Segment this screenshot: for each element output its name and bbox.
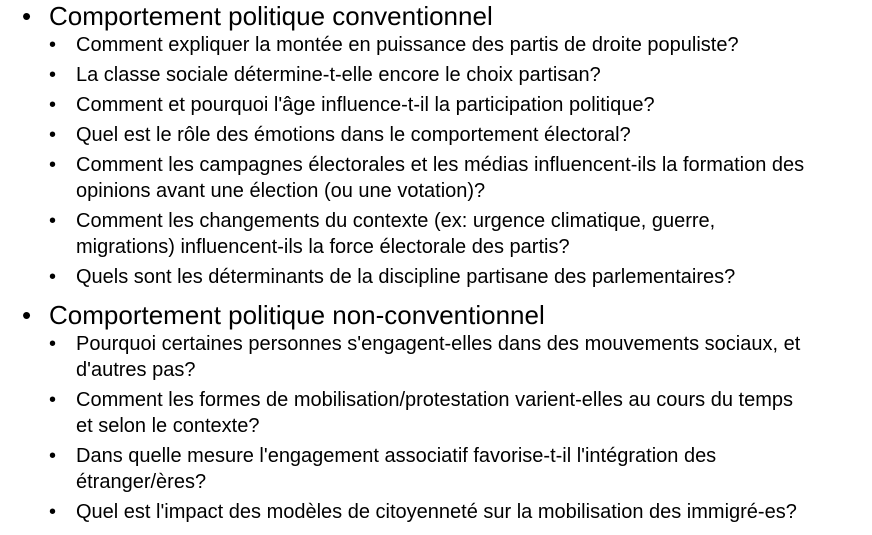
bullet-icon: • xyxy=(49,94,57,116)
question-item xyxy=(0,32,872,58)
question-text: Comment les campagnes électorales et les médias influencent-ils la formation des opinions avant une élection (ou une votation)? xyxy=(76,154,805,202)
section-heading: Comportement politique conventionnel xyxy=(49,1,493,31)
question-item xyxy=(0,122,872,148)
bullet-icon: • xyxy=(22,1,32,31)
question-text: Dans quelle mesure l'engagement associatif favorise-t-il l'intégration des étranger/ères? xyxy=(76,445,717,493)
question-item xyxy=(0,443,872,495)
bullet-icon: • xyxy=(49,124,57,146)
bullet-icon: • xyxy=(49,64,57,86)
bullet-icon: • xyxy=(49,266,57,288)
bullet-icon: • xyxy=(49,210,57,232)
question-item xyxy=(0,152,872,204)
section-heading-row xyxy=(0,0,872,32)
question-text: La classe sociale détermine-t-elle encore le choix partisan? xyxy=(76,64,601,86)
question-text: Comment expliquer la montée en puissance des partis de droite populiste? xyxy=(76,34,739,56)
bullet-icon: • xyxy=(22,300,32,330)
question-item xyxy=(0,264,872,290)
question-list xyxy=(0,32,872,290)
bullet-icon: • xyxy=(49,501,57,523)
question-list xyxy=(0,331,872,525)
question-item xyxy=(0,387,872,439)
question-text: Comment les formes de mobilisation/protestation varient-elles au cours du temps et selon le contexte? xyxy=(76,389,793,437)
question-text: Quel est l'impact des modèles de citoyenneté sur la mobilisation des immigré-es? xyxy=(76,501,797,523)
section-heading-row xyxy=(0,299,872,331)
bullet-icon: • xyxy=(49,154,57,176)
bullet-icon: • xyxy=(49,389,57,411)
question-item xyxy=(0,499,872,525)
question-text: Quel est le rôle des émotions dans le comportement électoral? xyxy=(76,124,631,146)
question-text: Comment et pourquoi l'âge influence-t-il la participation politique? xyxy=(76,94,655,116)
question-text: Quels sont les déterminants de la discipline partisane des parlementaires? xyxy=(76,266,736,288)
question-item xyxy=(0,331,872,383)
question-item xyxy=(0,92,872,118)
question-item xyxy=(0,62,872,88)
section-heading: Comportement politique non-conventionnel xyxy=(49,300,545,330)
bullet-icon: • xyxy=(49,34,57,56)
bullet-icon: • xyxy=(49,333,57,355)
question-text: Comment les changements du contexte (ex: urgence climatique, guerre, migrations) influencent-ils la force électorale des partis? xyxy=(76,210,716,258)
section-non-conventional xyxy=(0,299,872,529)
question-item xyxy=(0,208,872,260)
question-text: Pourquoi certaines personnes s'engagent-elles dans des mouvements sociaux, et d'autres pas? xyxy=(76,333,801,381)
bullet-icon: • xyxy=(49,445,57,467)
